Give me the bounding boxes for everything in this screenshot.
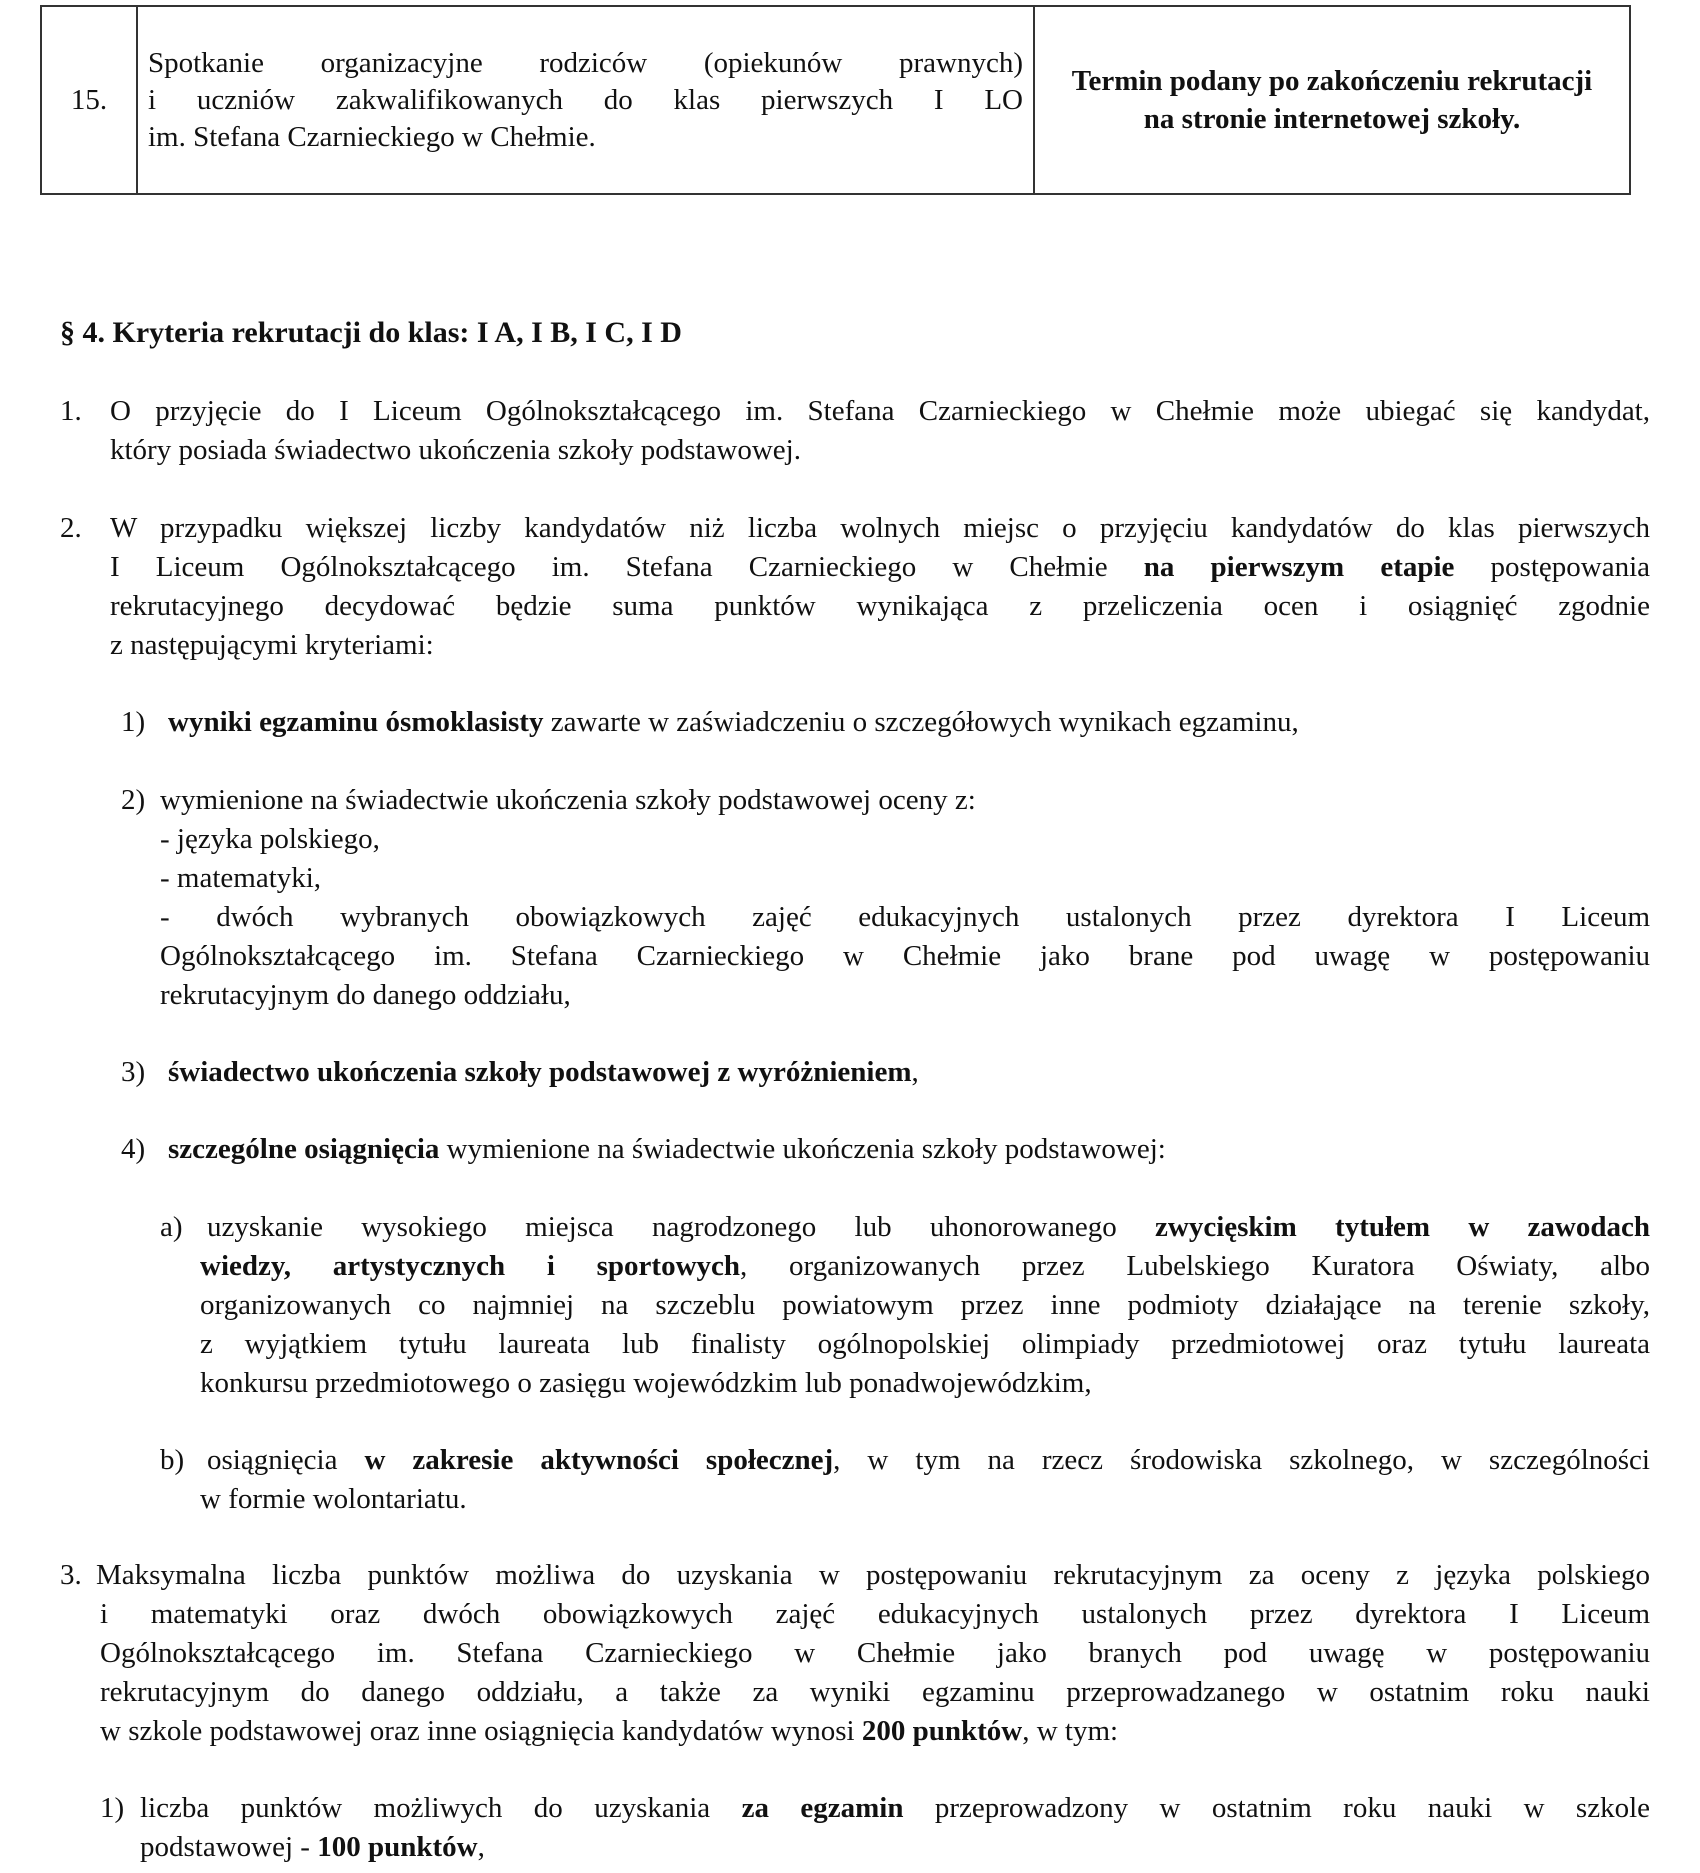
p1-number: 1. [60, 395, 82, 427]
criterion-3-number: 3) [121, 1056, 146, 1088]
text: wymienione na świadectwie ukończenia szkoły podstawowej: [439, 1133, 1166, 1165]
p3-sub1-line [140, 1789, 1650, 1828]
text: , [477, 1831, 485, 1863]
criterion-2-subitem-line: Ogólnokształcącego im. Stefana Czarnieckiego w Chełmie jako brane pod uwagę w postępowaniu [160, 940, 1650, 972]
bold-text: na pierwszym etapie [1143, 551, 1455, 583]
row-description-line: Spotkanie organizacyjne rodziców (opiekunów prawnych) [148, 46, 1023, 79]
bold-text: szczególne osiągnięcia [168, 1133, 440, 1165]
p1-line: O przyjęcie do I Liceum Ogólnokształcącego im. Stefana Czarnieckiego w Chełmie może ubiegać się kandydat, [110, 395, 1650, 427]
criterion-2-subitem: - języka polskiego, [160, 823, 380, 855]
text: , organizowanych przez Lubelskiego Kuratora Oświaty, albo [740, 1250, 1651, 1282]
p2-line: z następującymi kryteriami: [110, 629, 434, 661]
bold-text: za egzamin [741, 1792, 904, 1824]
text: I Liceum Ogólnokształcącego im. Stefana Czarnieckiego w Chełmie [110, 551, 1144, 583]
subcriterion-a-line: konkursu przedmiotowego o zasięgu wojewódzkim lub ponadwojewódzkim, [200, 1367, 1092, 1399]
criterion-4-number: 4) [121, 1133, 146, 1165]
subcriterion-a-line: organizowanych co najmniej na szczeblu powiatowym przez inne podmioty działające na terenie szkoły, [200, 1289, 1650, 1321]
p3-sub1-line [140, 1828, 485, 1867]
text: postępowania [1454, 551, 1650, 583]
p2-line: rekrutacyjnego decydować będzie suma punktów wynikająca z przeliczenia ocen i osiągnięć zgodnie [110, 590, 1650, 622]
schedule-table [40, 5, 1631, 195]
p3-line: rekrutacyjnym do danego oddziału, a także za wyniki egzaminu przeprowadzanego w ostatnim roku nauki [100, 1676, 1650, 1708]
section-heading: § 4. Kryteria rekrutacji do klas: I A, I B, I C, I D [60, 316, 682, 349]
criterion-2-subitem: - dwóch wybranych obowiązkowych zajęć edukacyjnych ustalonych przez dyrektora I Liceum [160, 901, 1650, 933]
bold-text: świadectwo ukończenia szkoły podstawowej z wyróżnieniem [168, 1056, 912, 1088]
criterion-4 [168, 1130, 1166, 1169]
criterion-1 [168, 703, 1299, 742]
text: zawarte w zaświadczeniu o szczegółowych wynikach egzaminu, [543, 706, 1299, 738]
bold-text: w zakresie aktywności społecznej [364, 1444, 834, 1476]
p1-line: który posiada świadectwo ukończenia szkoły podstawowej. [110, 434, 801, 466]
subcriterion-b-line: w formie wolontariatu. [200, 1483, 467, 1515]
bold-text: zwycięskim tytułem w zawodach [1155, 1211, 1650, 1243]
p2-number: 2. [60, 512, 82, 544]
p3-line: Ogólnokształcącego im. Stefana Czarnieckiego w Chełmie jako branych pod uwagę w postępowaniu [100, 1637, 1650, 1669]
criterion-1-number: 1) [121, 706, 146, 738]
row-description-line: i uczniów zakwalifikowanych do klas pierwszych I LO [148, 83, 1023, 116]
text: podstawowej - [140, 1831, 318, 1863]
p3-number: 3. [60, 1559, 82, 1591]
subcriterion-a-line [200, 1247, 1650, 1286]
text: , w tym: [1022, 1715, 1119, 1747]
text: osiągnięcia [207, 1444, 365, 1476]
text: , w tym na rzecz środowiska szkolnego, w szczególności [833, 1444, 1650, 1476]
row-description [137, 6, 1034, 194]
subcriterion-b-line [207, 1441, 1650, 1480]
text: przeprowadzony w ostatnim roku nauki w szkole [903, 1792, 1651, 1824]
text: liczba punktów możliwych do uzyskania [140, 1792, 742, 1824]
p3-line: Maksymalna liczba punktów możliwa do uzyskania w postępowaniu rekrutacyjnym za oceny z języka polskiego [96, 1559, 1650, 1591]
row-number: 15. [41, 6, 137, 194]
criterion-2: wymienione na świadectwie ukończenia szkoły podstawowej oceny z: [160, 784, 976, 816]
subcriterion-a-number: a) [160, 1211, 183, 1243]
table-row [41, 6, 1630, 194]
text: , [911, 1056, 919, 1088]
p2-line: W przypadku większej liczby kandydatów niż liczba wolnych miejsc o przyjęciu kandydatów do klas pierwszych [110, 512, 1650, 544]
row-description-line: im. Stefana Czarnieckiego w Chełmie. [148, 120, 596, 153]
criterion-2-number: 2) [121, 784, 146, 816]
p3-line [100, 1712, 1118, 1751]
bold-text: 200 punktów [861, 1715, 1023, 1747]
subcriterion-a-line [207, 1208, 1650, 1247]
row-term-line: Termin podany po zakończeniu rekrutacji [1071, 65, 1593, 97]
criterion-3 [168, 1053, 919, 1092]
p2-line [110, 548, 1650, 587]
subcriterion-a-line: z wyjątkiem tytułu laureata lub finalisty ogólnopolskiej olimpiady przedmiotowej oraz tytułu laureata [200, 1328, 1650, 1360]
bold-text: wyniki egzaminu ósmoklasisty [168, 706, 544, 738]
row-term-line: na stronie internetowej szkoły. [1143, 103, 1521, 135]
text: uzyskanie wysokiego miejsca nagrodzonego lub uhonorowanego [207, 1211, 1156, 1243]
bold-text: wiedzy, artystycznych i sportowych [200, 1250, 741, 1282]
criterion-2-subitem-line: rekrutacyjnym do danego oddziału, [160, 979, 571, 1011]
bold-text: 100 punktów [317, 1831, 478, 1863]
p3-sub1-number: 1) [100, 1792, 125, 1824]
p3-line: i matematyki oraz dwóch obowiązkowych zajęć edukacyjnych ustalonych przez dyrektora I Liceum [100, 1598, 1650, 1630]
row-term [1034, 6, 1630, 194]
text: w szkole podstawowej oraz inne osiągnięcia kandydatów wynosi [100, 1715, 862, 1747]
criterion-2-subitem: - matematyki, [160, 862, 322, 894]
subcriterion-b-number: b) [160, 1444, 185, 1476]
